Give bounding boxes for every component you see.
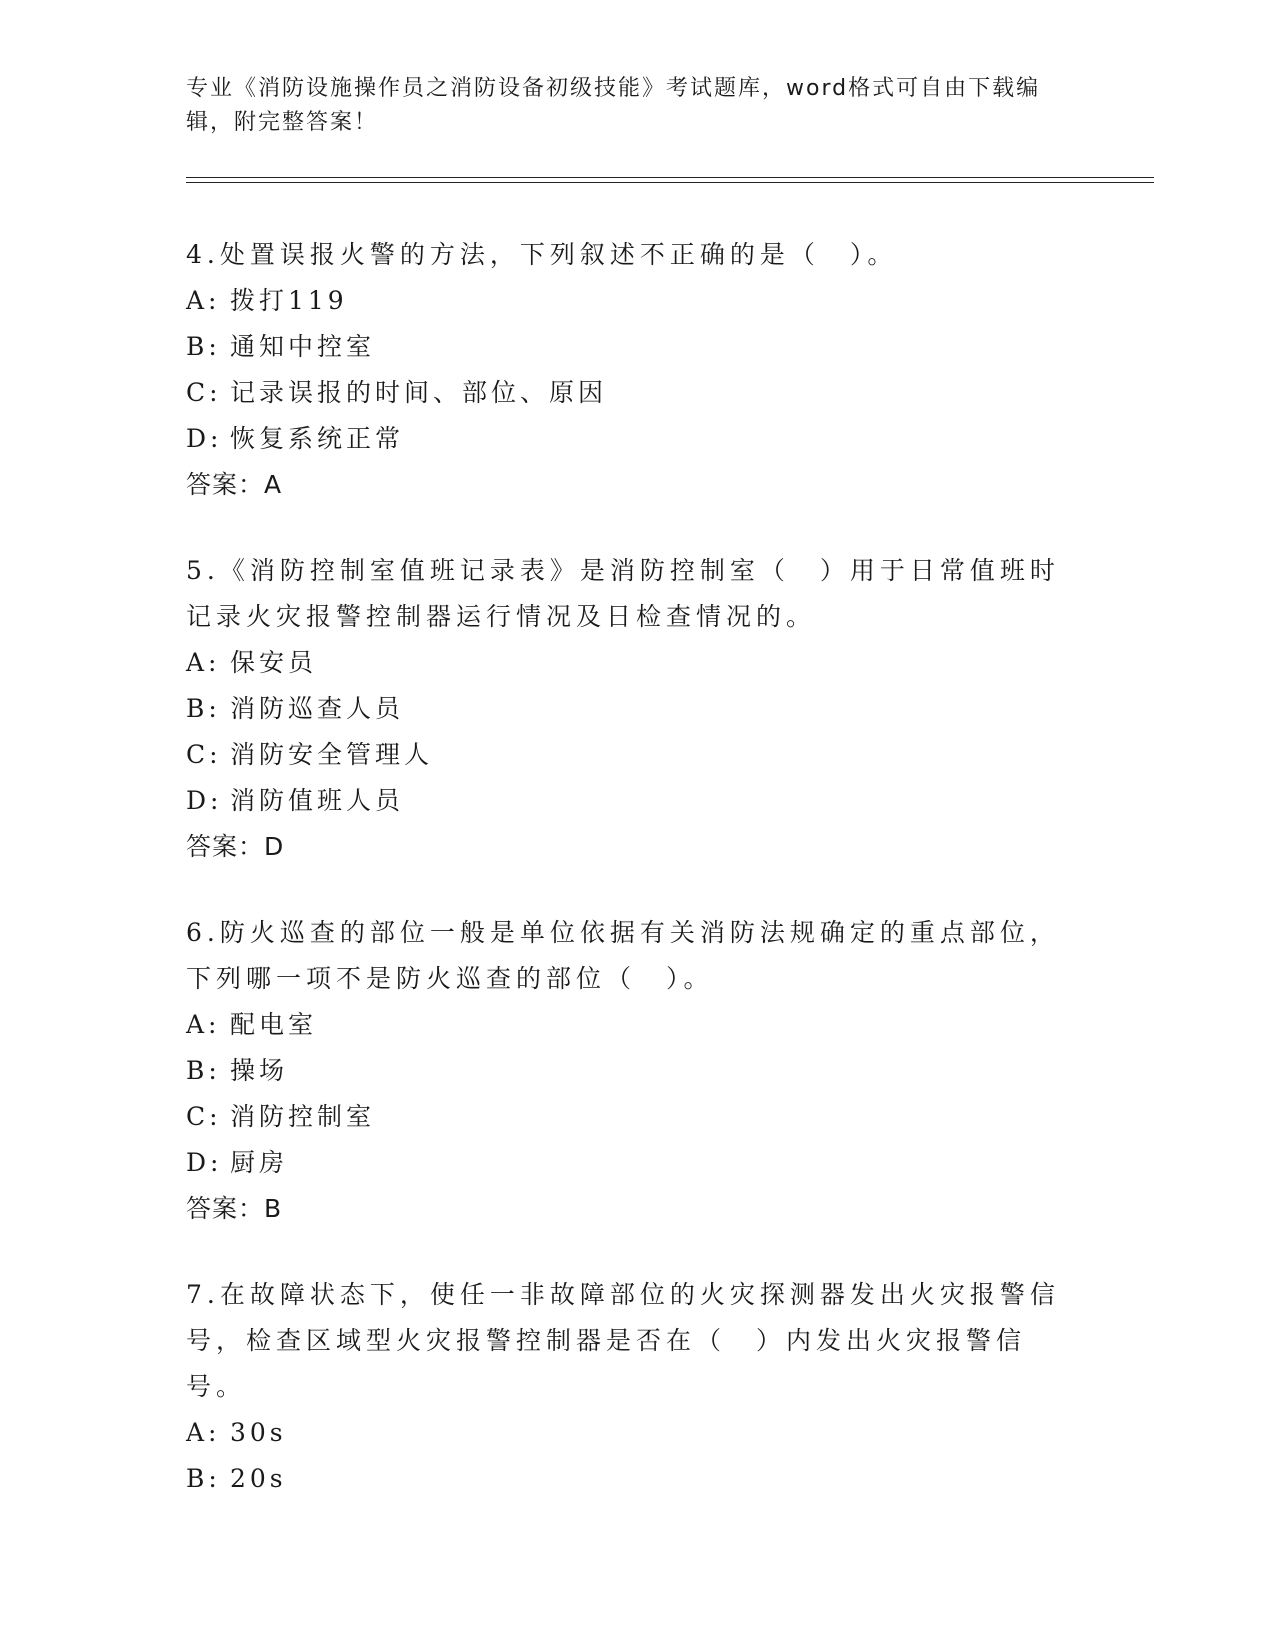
option-b [186, 686, 1066, 732]
option-b [186, 1048, 1066, 1094]
option-c [186, 1094, 1066, 1140]
question-item [186, 910, 1066, 1232]
question-stem: 4.处置误报火警的方法，下列叙述不正确的是（ ）。 [186, 240, 898, 269]
option-text: 拨打119 [230, 286, 348, 315]
option-a [186, 1410, 1066, 1456]
option-text: 消防控制室 [230, 1102, 376, 1131]
question-stem: 6.防火巡查的部位一般是单位依据有关消防法规确定的重点部位，下列哪一项不是防火巡查的部位（ ）。 [186, 918, 1060, 993]
option-text: 通知中控室 [230, 332, 376, 361]
option-text: 消防值班人员 [230, 786, 405, 815]
option-key: A: [186, 1418, 221, 1447]
answer-line: 答案：A [186, 470, 283, 499]
question-item [186, 1272, 1066, 1502]
answer-line: 答案：B [186, 1194, 283, 1223]
header-rule-bottom [186, 182, 1154, 183]
question-stem: 5.《消防控制室值班记录表》是消防控制室（ ）用于日常值班时记录火灾报警控制器运行情况及日检查情况的。 [186, 556, 1060, 631]
option-text: 消防安全管理人 [230, 740, 434, 769]
option-text: 消防巡查人员 [230, 694, 405, 723]
option-a [186, 278, 1066, 324]
option-d [186, 416, 1066, 462]
option-key: A: [186, 286, 221, 315]
option-text: 30s [230, 1418, 287, 1447]
option-c [186, 732, 1066, 778]
option-d [186, 778, 1066, 824]
option-a [186, 640, 1066, 686]
option-key: A: [186, 1010, 221, 1039]
question-stem: 7.在故障状态下，使任一非故障部位的火灾探测器发出火灾报警信号，检查区域型火灾报警控制器是否在（ ）内发出火灾报警信号。 [186, 1280, 1060, 1401]
option-key: D: [186, 424, 223, 453]
option-key: B: [186, 1056, 221, 1085]
option-b [186, 1456, 1066, 1502]
option-text: 记录误报的时间、部位、原因 [230, 378, 608, 407]
option-text: 恢复系统正常 [230, 424, 405, 453]
option-text: 20s [230, 1464, 287, 1493]
option-key: C: [186, 740, 222, 769]
option-key: C: [186, 378, 222, 407]
option-key: B: [186, 332, 221, 361]
option-key: A: [186, 648, 221, 677]
option-text: 操场 [230, 1056, 289, 1085]
option-text: 配电室 [230, 1010, 318, 1039]
option-b [186, 324, 1066, 370]
option-d [186, 1140, 1066, 1186]
option-key: D: [186, 786, 223, 815]
question-item [186, 548, 1066, 870]
question-item [186, 232, 1066, 508]
option-key: D: [186, 1148, 223, 1177]
option-a [186, 1002, 1066, 1048]
header-rule-top [186, 177, 1154, 178]
option-text: 厨房 [230, 1148, 289, 1177]
option-c [186, 370, 1066, 416]
option-text: 保安员 [230, 648, 318, 677]
question-list [186, 232, 1066, 1542]
option-key: C: [186, 1102, 222, 1131]
document-header: 专业《消防设施操作员之消防设备初级技能》考试题库，word格式可自由下载编辑，附完整答案！ [186, 76, 1041, 135]
answer-line: 答案：D [186, 832, 285, 861]
option-key: B: [186, 694, 221, 723]
option-key: B: [186, 1464, 221, 1493]
